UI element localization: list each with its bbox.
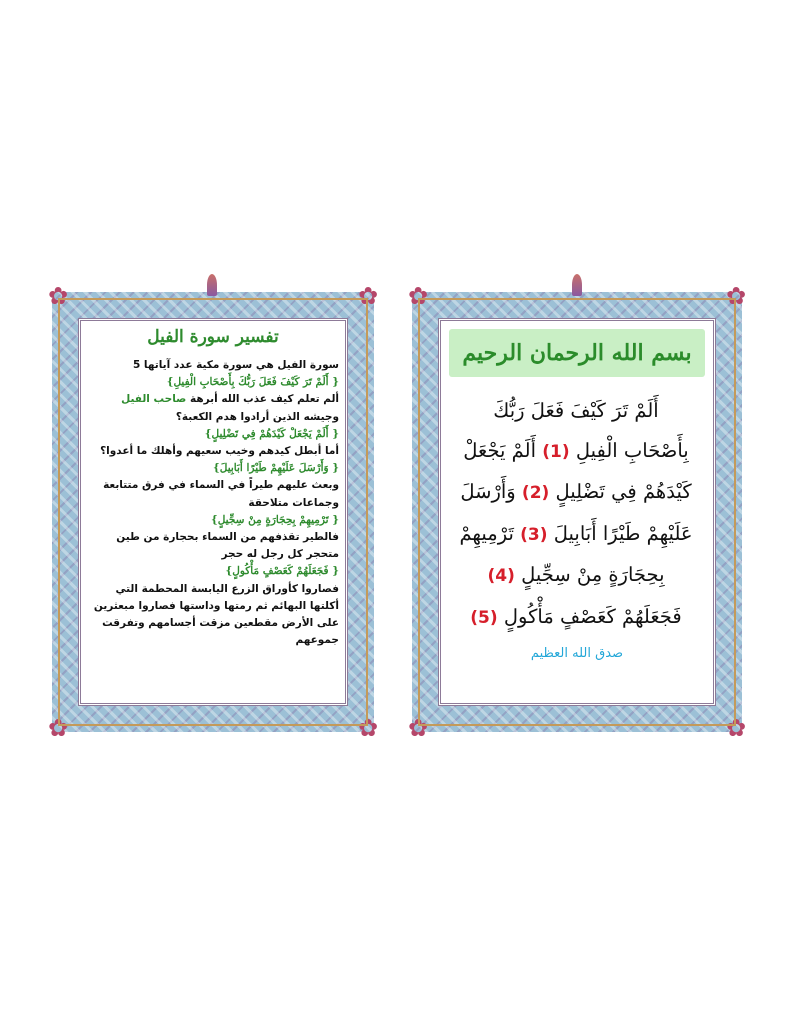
surah-line-3: كَيْدَهُمْ فِي تَضْلِيلٍ (2) وَأَرْسَلَ [460,480,692,503]
surah-line-4: عَلَيْهِمْ طَيْرًا أَبَابِيلَ (3) تَرْمِيهِمْ [459,521,693,545]
explanation-5: فصاروا كأوراق الزرع اليابسة المحطمة التي أكلتها البهائم ثم رمتها وداستها فصاروا مبعثرين على الأرض مقطعين مزقت أجسامهم وتفرقت جموعهم [93,582,339,647]
explanation-2: أما أبطل كيدهم وخيب سعيهم وأهلك ما أعدوا؟ [100,445,339,458]
verse-3: { وَأَرْسَلَ عَلَيْهِمْ طَيْرًا أَبَابِيلَ} [213,462,339,475]
surah-line-1: أَلَمْ تَرَ كَيْفَ فَعَلَ رَبُّكَ [493,399,659,422]
tafsir-title: تفسير سورة الفيل [147,327,279,347]
corner-ornament-icon: ✿ [407,282,429,310]
crown-ornament-icon [207,274,217,296]
surah-text [447,391,705,638]
highlight-phrase: صاحب الفيل [121,393,187,406]
corner-ornament-icon: ✿ [357,282,379,310]
corner-ornament-icon: ✿ [725,714,747,742]
basmala-banner [449,329,705,377]
verse-number: (4) [487,566,515,586]
tafsir-intro: سورة الفيل هي سورة مكية عدد آياتها 5 [132,359,339,371]
corner-ornament-icon: ✿ [47,282,69,310]
corner-ornament-icon: ✿ [47,714,69,742]
surah-line-2: بِأَصْحَابِ الْفِيلِ (1) أَلَمْ يَجْعَلْ [463,438,689,462]
surah-line-5: بِحِجَارَةٍ مِنْ سِجِّيلٍ (4) [487,563,665,586]
corner-ornament-icon: ✿ [725,282,747,310]
verse-2: { أَلَمْ يَجْعَلْ كَيْدَهُمْ فِي تَضْلِيلٍ} [204,427,339,440]
tafsir-panel [78,318,348,706]
surah-panel [438,318,716,706]
verse-5: { فَجَعَلَهُمْ كَعَصْفٍ مَأْكُولٍ} [225,565,339,578]
surah-line-6: فَجَعَلَهُمْ كَعَصْفٍ مَأْكُولٍ (5) [470,604,682,628]
crown-ornament-icon [572,274,582,296]
explanation-1: ألم تعلم كيف عذب الله أبرهة صاحب الفيل وجيشه الذين أرادوا هدم الكعبة؟ [121,393,339,423]
verse-1: { أَلَمْ تَرَ كَيْفَ فَعَلَ رَبُّكَ بِأَصْحَابِ الْفِيلِ} [166,376,339,389]
corner-ornament-icon: ✿ [407,714,429,742]
verse-4: { تَرْمِيهِمْ بِحِجَارَةٍ مِنْ سِجِّيلٍ} [210,513,339,526]
verse-number: (1) [542,441,570,462]
explanation-4: فالطير تقذفهم من السماء بحجارة من طين متحجر كل رجل له حجر [116,531,339,561]
tafsir-card [47,282,379,742]
closing-phrase: صدق الله العظيم [530,646,624,661]
surah-card [407,282,747,742]
verse-number: (2) [521,483,550,503]
tafsir-text [87,357,339,649]
verse-number: (5) [470,607,498,628]
explanation-3: وبعث عليهم طيراً في السماء في فرق متتابعة وجماعات متلاحقة [103,479,339,509]
corner-ornament-icon: ✿ [357,714,379,742]
verse-number: (3) [520,524,548,545]
basmala: بسم الله الرحمان الرحيم [462,340,692,366]
